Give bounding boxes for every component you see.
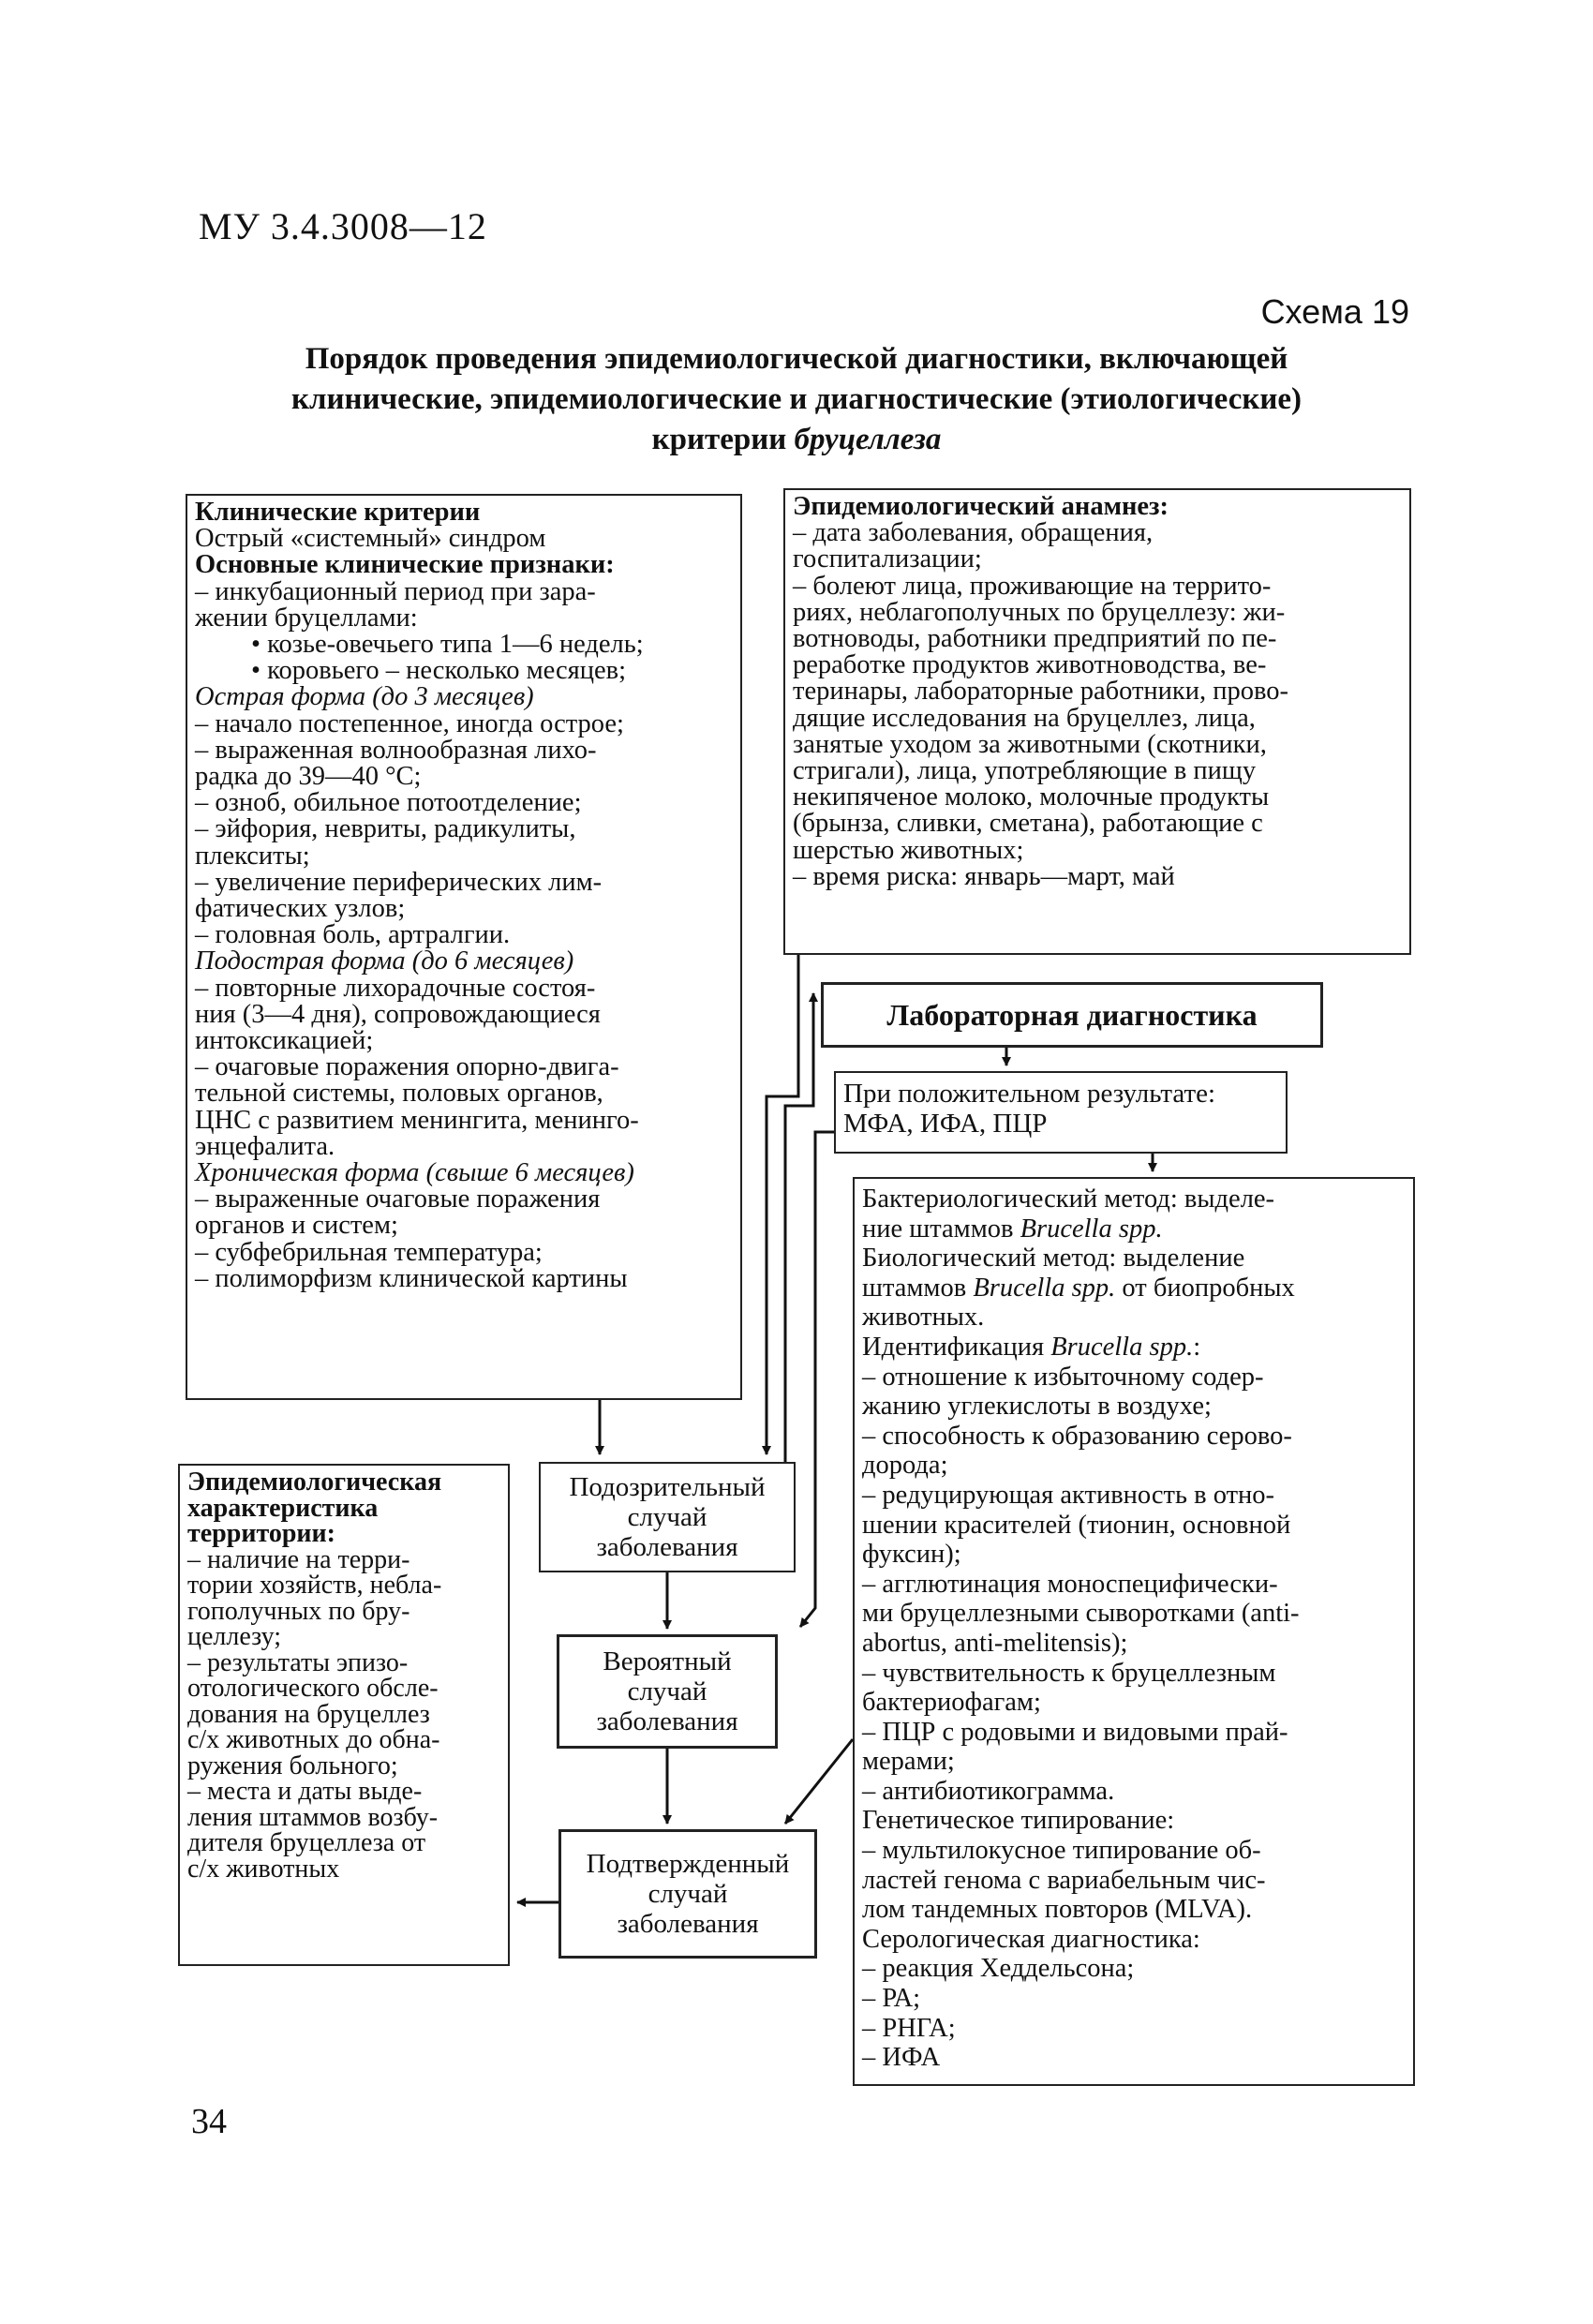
text-line: – болеют лица, проживающие на террито- [793, 571, 1272, 601]
text-line: – РНГА; [862, 2013, 956, 2043]
text-line: ружения больного; [187, 1750, 398, 1780]
text-line: – озноб, обильное потоотделение; [195, 788, 582, 818]
text-line: риях, неблагополучных по бруцеллезу: жи- [793, 597, 1286, 627]
arrow-methods-to-confirmed [785, 1739, 853, 1824]
text-line: – начало постепенное, иногда острое; [195, 708, 624, 738]
text-fragment: штаммов [862, 1273, 974, 1303]
bullet-item: • козье-овечьего типа 1—6 недель; [251, 630, 644, 660]
text-line: Биологический метод: выделение [862, 1244, 1245, 1274]
text-line: – субфебрильная температура; [195, 1237, 543, 1267]
text-line: – полиморфизм клинической картины [195, 1263, 628, 1293]
text-line: ластей генома с вариабельным чис- [862, 1865, 1266, 1895]
text-line: дящие исследования на бруцеллез, лица, [793, 703, 1256, 733]
text-line: abortus, anti-melitensis); [862, 1628, 1128, 1658]
text-line: дования на бруцеллез [187, 1699, 430, 1729]
text-line: – результаты эпизо- [187, 1647, 409, 1677]
text-line: ми бруцеллезными сыворотками (anti- [862, 1599, 1300, 1629]
chronic-form-heading: Хроническая форма (свыше 6 месяцев) [195, 1158, 634, 1188]
text-line: бактериофагам; [862, 1688, 1041, 1718]
text-line: – выраженная волнообразная лихо- [195, 735, 597, 765]
document-code: МУ 3.4.3008—12 [199, 205, 487, 247]
text-line: тории хозяйств, небла- [187, 1571, 442, 1600]
title-line: Порядок проведения эпидемиологической диагностики, включающей [305, 342, 1288, 376]
text-line: фатических узлов; [195, 894, 406, 924]
text-line: – ИФА [862, 2043, 941, 2073]
case-label: случай [627, 1502, 707, 1532]
text-line: органов и систем; [195, 1211, 398, 1241]
text-line: целлезу; [187, 1622, 282, 1651]
genus-name: Brucella spp. [1050, 1332, 1194, 1362]
text-line: – способность к образованию серово- [862, 1421, 1292, 1451]
case-label: заболевания [617, 1909, 759, 1939]
text-line: – места и даты выде- [187, 1777, 423, 1806]
text-line: – антибиотикограмма. [862, 1776, 1115, 1806]
text-line: шерстью животных; [793, 835, 1024, 865]
text-line: теринары, лабораторные работники, прово- [793, 677, 1289, 707]
text-line: занятые уходом за животными (скотники, [793, 729, 1267, 759]
title-line: клинические, эпидемиологические и диагностические (этиологические) [290, 382, 1303, 416]
case-label: случай [648, 1879, 728, 1909]
text-line: Генетическое типирование: [862, 1806, 1175, 1836]
text-line: мерами; [862, 1747, 955, 1777]
text-line: – агглютинация моноспецифически- [862, 1569, 1278, 1599]
text-line: животных. [862, 1303, 985, 1333]
text-line: – чувствительность к бруцеллезным [862, 1658, 1276, 1688]
text-line: МФА, ИФА, ПЦР [843, 1109, 1048, 1139]
text-line: ления штаммов возбу- [187, 1802, 439, 1832]
lab-diagnostics-title: Лабораторная диагностика [886, 998, 1258, 1032]
text-line: – головная боль, артралгии. [195, 920, 511, 950]
text-line: дителя бруцеллеза от [187, 1828, 426, 1857]
text-line: отологического обсле- [187, 1674, 439, 1703]
case-label: заболевания [596, 1706, 738, 1736]
territory-heading: характеристика [187, 1493, 379, 1523]
case-label: заболевания [596, 1532, 738, 1562]
text-line: Бактериологический метод: выделе- [862, 1184, 1275, 1214]
text-line: с/х животных до обна- [187, 1725, 440, 1754]
text-line: госпитализации; [793, 544, 982, 574]
genus-name: Brucella spp. [1020, 1214, 1163, 1244]
text-line: – время риска: январь—март, май [793, 861, 1175, 891]
text-fragment: : [1193, 1332, 1201, 1362]
territory-heading: Эпидемиологическая [187, 1467, 442, 1497]
text-fragment: ние штаммов [862, 1214, 1020, 1244]
title-disease: бруцеллеза [794, 423, 942, 456]
text-line: – эйфория, невриты, радикулиты, [195, 814, 576, 844]
scheme-label: Схема 19 [1260, 292, 1409, 331]
text-line: фуксин); [862, 1540, 961, 1570]
text-line: реработке продуктов животноводства, ве- [793, 650, 1267, 680]
text-line: интоксикацией; [195, 1026, 374, 1056]
text-line: стригали), лица, употребляющие в пищу [793, 756, 1257, 786]
text-line: энцефалита. [195, 1131, 335, 1161]
case-label: Подтвержденный [586, 1849, 790, 1879]
text-line: – выраженные очаговые поражения [195, 1184, 601, 1214]
text-line: гополучных по бру- [187, 1596, 410, 1626]
text-line: некипяченое молоко, молочные продукты [793, 782, 1270, 812]
text-line: лом тандемных повторов (MLVA). [862, 1895, 1253, 1925]
text-line: шении красителей (тионин, основной [862, 1510, 1291, 1540]
anamnesis-heading: Эпидемиологический анамнез: [793, 492, 1169, 521]
text-line: – повторные лихорадочные состоя- [195, 973, 596, 1003]
text-line: ния (3—4 дня), сопровождающиеся [195, 999, 601, 1029]
text-line: – ПЦР с родовыми и видовыми прай- [862, 1717, 1288, 1747]
arrow-anamnesis-to-suspected [767, 955, 798, 1454]
text-line: – очаговые поражения опорно-двига- [195, 1052, 619, 1082]
bullet-item: • коровьего – несколько месяцев; [251, 656, 627, 686]
text-line: – реакция Хеддельсона; [862, 1954, 1135, 1984]
signs-heading: Основные клинические признаки: [195, 550, 615, 580]
page-number: 34 [191, 2102, 227, 2141]
text-line: – отношение к избыточному содер- [862, 1362, 1264, 1392]
text-line: – увеличение периферических лим- [195, 867, 603, 897]
text-line: – редуцирующая активность в отно- [862, 1480, 1275, 1510]
text-line: плекситы; [195, 841, 310, 871]
text-line: радка до 39—40 °С; [195, 762, 422, 792]
subacute-form-heading: Подострая форма (до 6 месяцев) [195, 946, 574, 976]
text-line: дорода; [862, 1451, 948, 1481]
text-line: – дата заболевания, обращения, [793, 518, 1154, 548]
text-fragment: от биопробных [1115, 1273, 1295, 1303]
text-line: При положительном результате: [843, 1079, 1216, 1109]
case-label: Подозрительный [569, 1472, 766, 1502]
text-line: с/х животных [187, 1854, 340, 1884]
text-line: жении бруцеллами: [195, 603, 418, 633]
text-line: – инкубационный период при зара- [195, 576, 596, 606]
text-line: ЦНС с развитием менингита, менинго- [195, 1105, 639, 1135]
text-line: вотноводы, работники предприятий по пе- [793, 624, 1277, 654]
text-line: – мультилокусное типирование об- [862, 1836, 1261, 1866]
territory-heading: территории: [187, 1519, 336, 1548]
text-line: тельной системы, половых органов, [195, 1079, 603, 1109]
case-label: случай [627, 1676, 707, 1706]
title-text: критерии [651, 423, 795, 456]
text-line: – РА; [862, 1984, 921, 2014]
text-line: – наличие на терри- [187, 1544, 410, 1574]
text-line: жанию углекислоты в воздухе; [862, 1392, 1212, 1422]
clinical-heading: Клинические критерии [195, 498, 481, 527]
acute-form-heading: Острая форма (до 3 месяцев) [195, 682, 534, 712]
acute-syndrome: Острый «системный» синдром [195, 524, 546, 554]
case-label: Вероятный [603, 1646, 732, 1676]
text-line: (брынза, сливки, сметана), работающие с [793, 809, 1263, 839]
genus-name: Brucella spp. [973, 1273, 1116, 1303]
text-fragment: Идентификация [862, 1332, 1051, 1362]
text-line: Серологическая диагностика: [862, 1924, 1200, 1954]
arrow-positive-to-probable [800, 1132, 834, 1627]
